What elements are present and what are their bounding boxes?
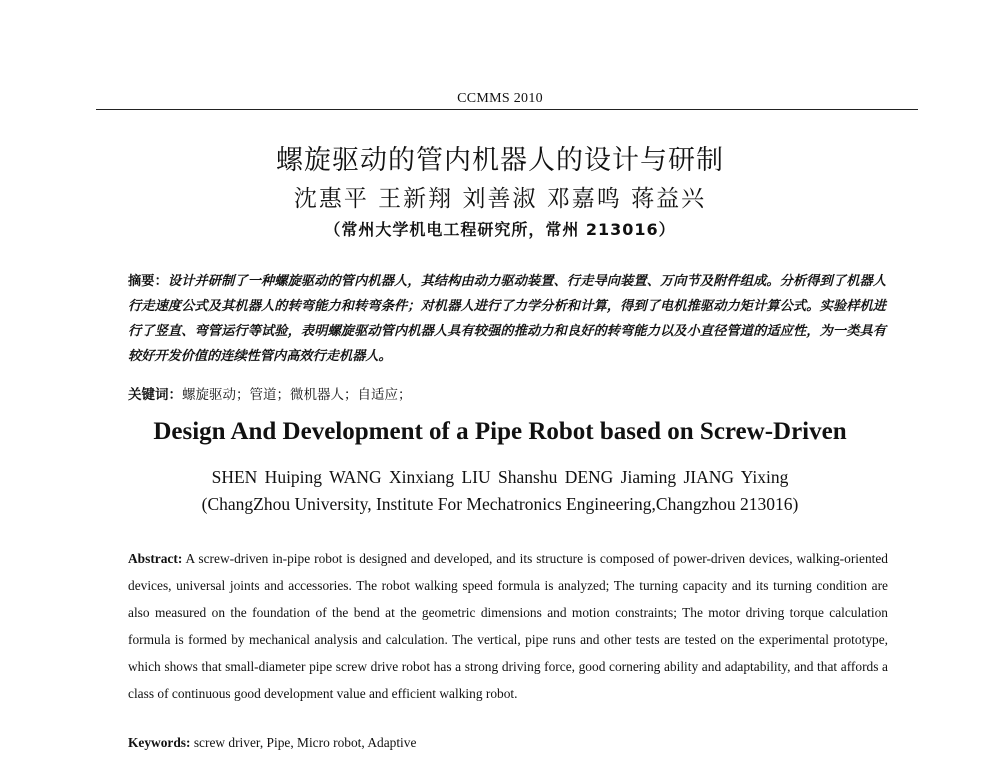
abstract-english-label: Abstract:	[128, 551, 183, 566]
abstract-chinese-text: 设计并研制了一种螺旋驱动的管内机器人，其结构由动力驱动装置、行走导向装置、万向节及附件组成。分析得到了机器人行走速度公式及其机器人的转弯能力和转弯条件；对机器人进行了力学分析和计算，得到了电机推驱动力矩计算公式。实验样机进行了竖直、弯管运行等试验，表明螺旋驱动管内机器人具有较强的推动力和良好的转弯能力以及小直径管道的适应性，为一类具有较好开发价值的连续性管内高效行走机器人。	[128, 274, 887, 364]
affiliation-chinese: （常州大学机电工程研究所，常州 213016）	[324, 220, 676, 239]
abstract-english-text: A screw-driven in-pipe robot is designed and developed, and its structure is composed of power-driven devices, walking-oriented devices, universal joints and accessories. The robot walking speed formula is analyzed; The turning capacity and its turning condition are also measured on the foundation of the bend at the geometric dimensions and motion constraints; The motor driving torque calculation formula is formed by mechanical analysis and calculation. The vertical, pipe runs and other tests are tested on the experimental prototype, which shows that small-diameter pipe screw drive robot has a strong driving force, good cornering ability and adaptability, and that affords a class of continuous good development value and efficient walking robot.	[128, 551, 888, 701]
keywords-english	[128, 735, 888, 751]
keywords-english-label: Keywords:	[128, 735, 191, 750]
title-english: Design And Development of a Pipe Robot based on Screw-Driven	[153, 418, 847, 445]
keywords-chinese-text: 螺旋驱动；管道；微机器人；自适应；	[182, 387, 412, 403]
header-rule	[96, 109, 918, 110]
affiliation-english: (ChangZhou University, Institute For Mechatronics Engineering,Changzhou 213016)	[201, 494, 799, 514]
keywords-chinese	[128, 383, 888, 403]
keywords-chinese-label: 关键词：	[128, 387, 182, 403]
conference-header: CCMMS 2010	[457, 91, 543, 106]
authors-chinese: 沈惠平 王新翔 刘善淑 邓嘉鸣 蒋益兴	[293, 186, 707, 212]
keywords-english-text: screw driver, Pipe, Micro robot, Adaptive	[190, 735, 417, 750]
title-chinese: 螺旋驱动的管内机器人的设计与研制	[276, 145, 724, 176]
authors-english: SHEN Huiping WANG Xinxiang LIU Shanshu DENG Jiaming JIANG Yixing	[211, 467, 789, 487]
abstract-english	[128, 545, 888, 707]
abstract-chinese-label: 摘要：	[128, 274, 168, 289]
abstract-chinese	[128, 269, 886, 369]
